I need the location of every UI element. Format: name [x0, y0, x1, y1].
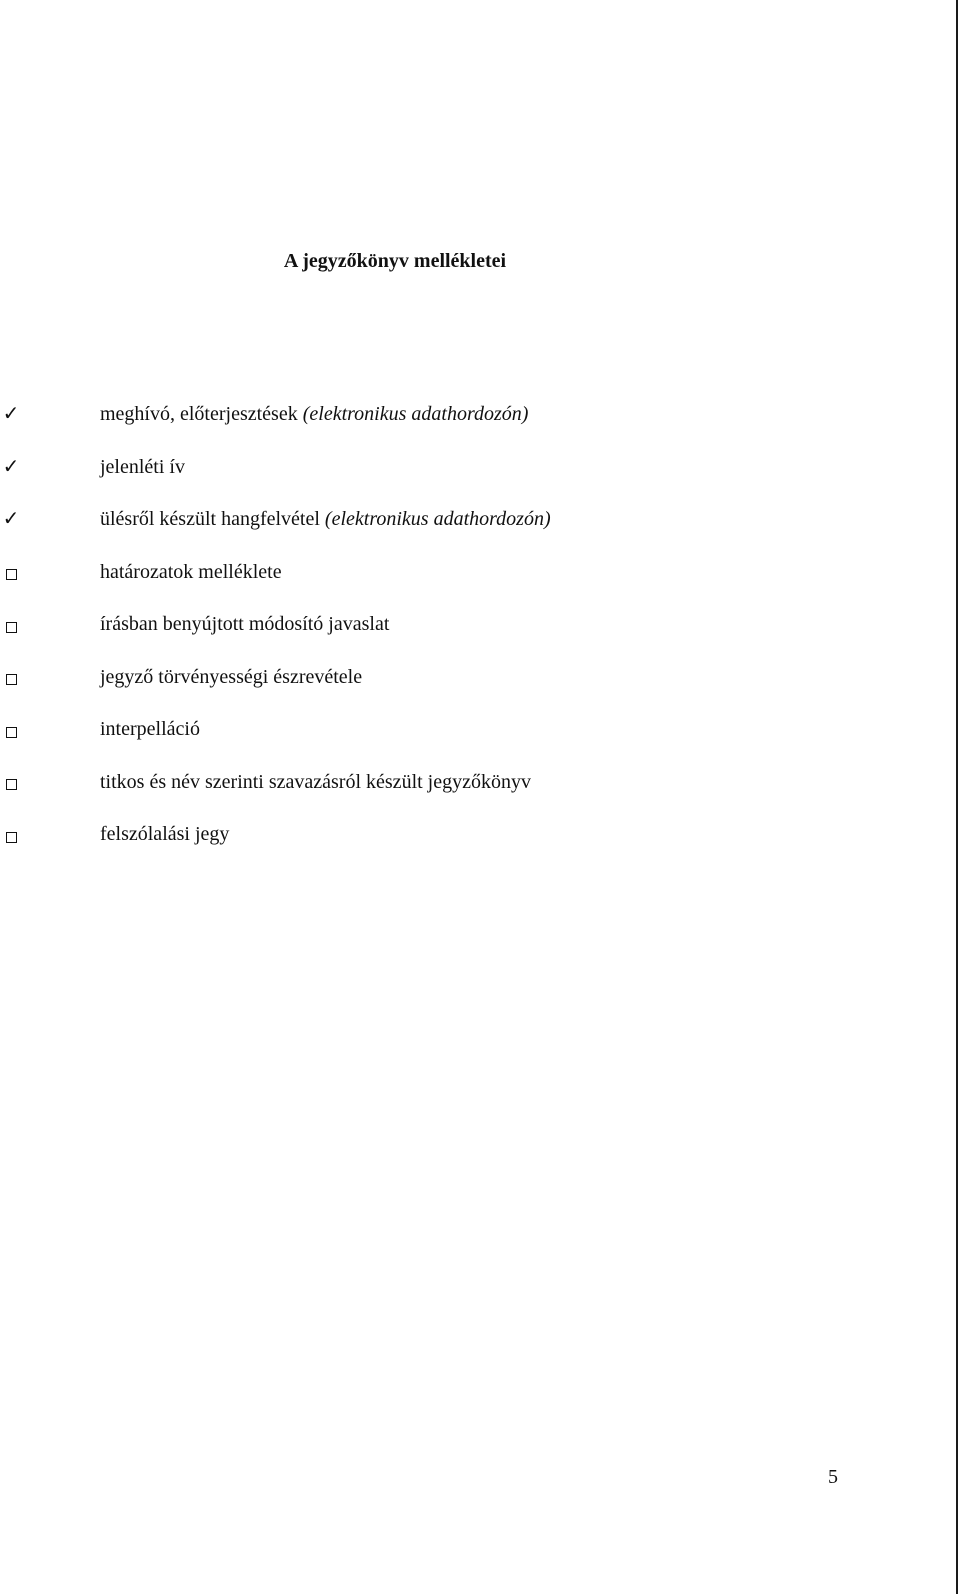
list-item — [0, 612, 940, 665]
empty-checkbox-icon — [2, 665, 20, 689]
attachments-list — [0, 402, 940, 875]
scan-edge-line — [956, 0, 958, 1594]
empty-checkbox-icon — [2, 717, 20, 741]
page-number: 5 — [828, 1466, 838, 1488]
list-item-note: (elektronikus adathordozón) — [324, 508, 551, 530]
list-item-note: (elektronikus adathordozón) — [302, 403, 529, 425]
list-item-label: írásban benyújtott módosító javaslat — [100, 613, 390, 635]
list-item-label: interpelláció — [100, 718, 200, 740]
list-item — [0, 402, 940, 455]
list-item-text — [100, 770, 531, 794]
list-item-label: jegyző törvényességi észrevétele — [100, 665, 363, 688]
list-item — [0, 455, 940, 508]
list-item-text — [100, 507, 551, 531]
list-item-label: ülésről készült hangfelvétel — [100, 508, 325, 530]
empty-checkbox-icon — [2, 822, 20, 846]
empty-checkbox-icon — [2, 612, 20, 636]
list-item-text — [100, 717, 200, 741]
checkmark-icon: ✓ — [2, 508, 20, 530]
list-item-label: felszólalási jegy — [100, 823, 230, 845]
list-item — [0, 770, 940, 823]
checkmark-icon: ✓ — [2, 403, 20, 425]
list-item-text — [100, 455, 185, 479]
list-item — [0, 822, 940, 875]
empty-checkbox-icon — [2, 770, 20, 794]
document-title: A jegyzőkönyv mellékletei — [283, 250, 507, 272]
checkmark-icon: ✓ — [2, 455, 20, 478]
list-item-label: titkos és név szerinti szavazásról készült jegyzőkönyv — [100, 770, 531, 793]
empty-checkbox-icon — [2, 560, 20, 584]
list-item-text — [100, 402, 528, 426]
list-item-text — [100, 822, 229, 846]
list-item-label: határozatok melléklete — [100, 560, 282, 583]
list-item-text — [100, 612, 389, 636]
list-item-text — [100, 560, 282, 584]
list-item-label: meghívó, előterjesztések — [100, 403, 303, 425]
list-item — [0, 560, 940, 613]
list-item-text — [100, 665, 362, 689]
list-item — [0, 665, 940, 718]
list-item — [0, 717, 940, 770]
list-item-label: jelenléti ív — [100, 455, 185, 478]
list-item — [0, 507, 940, 560]
